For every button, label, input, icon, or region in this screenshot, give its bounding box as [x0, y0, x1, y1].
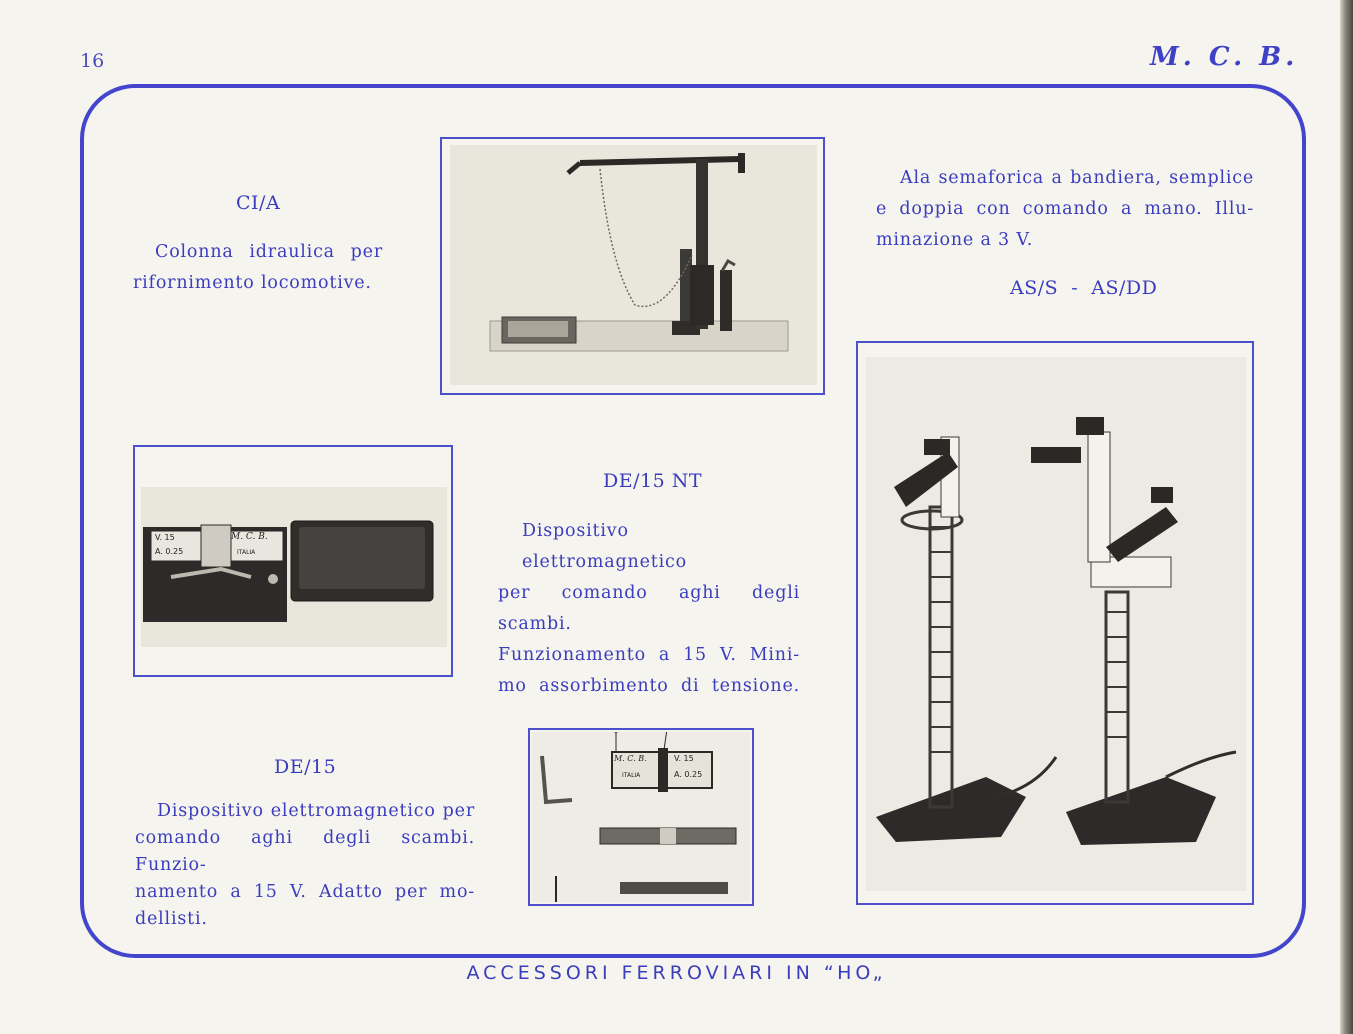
caption-line: namento a 15 V. Adatto per mo-	[135, 882, 475, 902]
de15nt-code: DE/15 NT	[603, 470, 703, 492]
de15nt-coil-a: A. 0.25	[155, 547, 184, 556]
de15nt-brand: M. C. B.	[231, 532, 268, 542]
ci-a-code: CI/A	[236, 192, 281, 214]
caption-line: rifornimento locomotive.	[133, 273, 372, 293]
de15-origin: ITALIA	[622, 772, 641, 779]
photo-de15nt	[133, 445, 453, 677]
de15nt-coil-v: V. 15	[155, 533, 175, 542]
de15-brand: M. C. B.	[614, 754, 647, 763]
photo-ci-a	[440, 137, 825, 395]
as-code: AS/S - AS/DD	[1010, 277, 1158, 299]
de15-code: DE/15	[274, 756, 337, 778]
semaphore-signals-illustration	[866, 357, 1246, 891]
de15-caption	[135, 798, 475, 933]
de15-coil-v: V. 15	[674, 754, 694, 763]
footer-title: ACCESSORI FERROVIARI IN “HO„	[466, 962, 887, 984]
caption-line: Dispositivo elettromagnetico per	[157, 801, 475, 821]
as-caption	[876, 163, 1254, 256]
caption-line: Funzionamento a 15 V. Mini-	[498, 645, 800, 665]
caption-line: mo assorbimento di tensione.	[498, 676, 800, 696]
caption-line: Dispositivo elettromagnetico	[522, 521, 687, 572]
caption-line: minazione a 3 V.	[876, 230, 1034, 250]
de15-coil-a: A. 0.25	[674, 770, 703, 779]
caption-line: Ala semaforica a bandiera, semplice	[900, 168, 1254, 188]
caption-line: e doppia con comando a mano. Illu-	[876, 199, 1254, 219]
de15nt-device-illustration	[141, 487, 447, 647]
page-number: 16	[80, 50, 105, 72]
water-column-illustration	[450, 145, 817, 385]
de15nt-origin: ITALIA	[237, 549, 256, 556]
brand-logo: M. C. B.	[1150, 42, 1299, 72]
caption-line: per comando aghi degli scambi.	[498, 583, 800, 634]
page-binding-edge	[1340, 0, 1353, 1034]
caption-line: dellisti.	[135, 909, 208, 929]
caption-line: Colonna idraulica per	[155, 242, 383, 262]
de15nt-caption	[498, 516, 800, 702]
caption-line: comando aghi degli scambi. Funzio-	[135, 828, 475, 875]
ci-a-caption	[133, 237, 383, 299]
photo-as	[856, 341, 1254, 905]
photo-de15	[528, 728, 754, 906]
